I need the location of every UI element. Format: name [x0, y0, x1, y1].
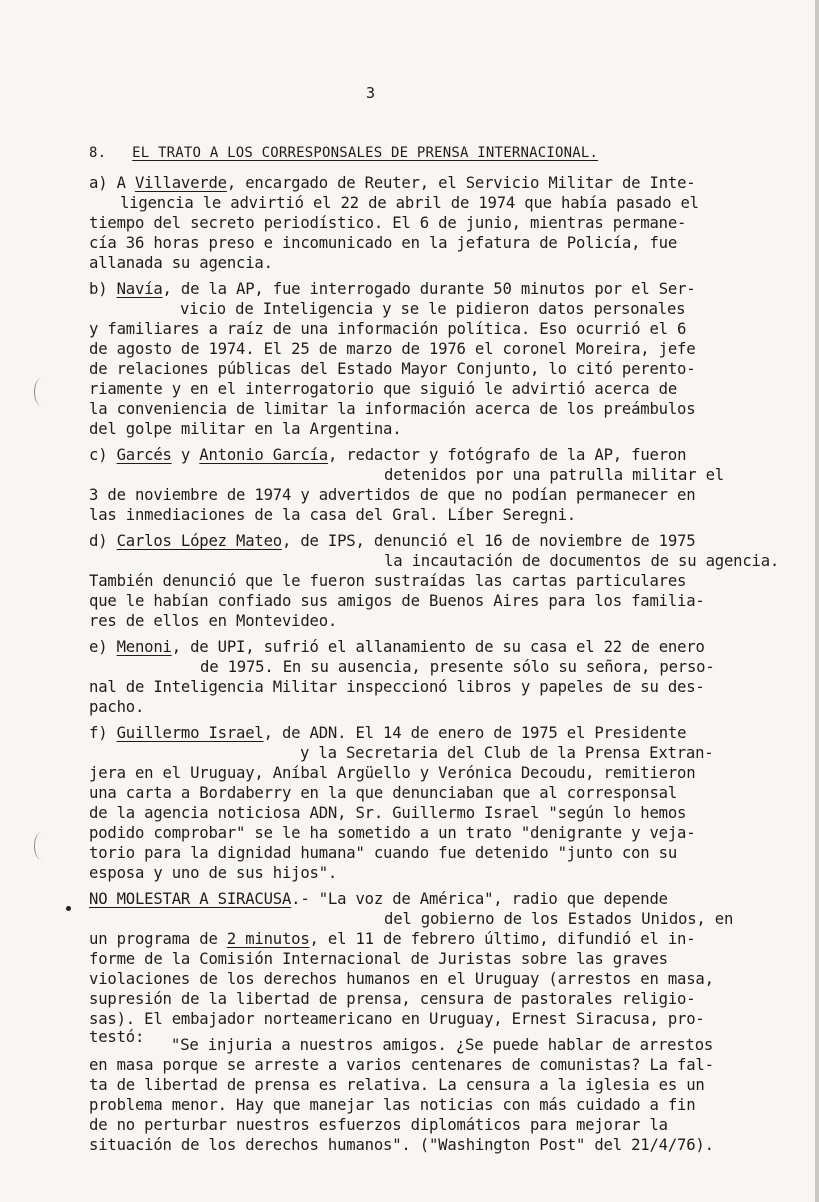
- binding-hole-mark: [34, 378, 49, 406]
- correspondent-name: Antonio García: [199, 446, 328, 464]
- para-c-text: , redactor y fotógrafo de la AP, fueron: [327, 446, 687, 464]
- para-f-prefix: f): [89, 724, 117, 742]
- para-a-line: allanada su agencia.: [89, 254, 273, 272]
- correspondent-name: Garcés: [116, 446, 172, 464]
- correspondent-name: Guillermo Israel: [116, 724, 264, 742]
- para-d-prefix: d): [89, 532, 117, 550]
- para-f-text: , de ADN. El 14 de enero de 1975 el Presidente: [263, 724, 687, 742]
- para-f-line: esposa y uno de sus hijos".: [89, 864, 338, 882]
- para-g-line: supresión de la libertad de prensa, censura de pastorales religio-: [89, 990, 696, 1008]
- para-b-prefix: b): [89, 280, 117, 298]
- para-b-line: del golpe militar en la Argentina.: [89, 420, 402, 438]
- program-duration: 2 minutos: [226, 930, 310, 948]
- quote-line: de no perturbar nuestros esfuerzos diplomáticos para mejorar la: [89, 1116, 668, 1134]
- section-heading: [89, 143, 598, 163]
- para-c-line: las inmediaciones de la casa del Gral. Líber Seregni.: [89, 506, 576, 524]
- para-d-line: que le habían confiado sus amigos de Buenos Aires para los familia-: [89, 592, 705, 610]
- quote-line: "Se injuria a nuestros amigos. ¿Se puede hablar de arrestos: [171, 1036, 714, 1054]
- para-e-line: de 1975. En su ausencia, presente sólo su señora, perso-: [200, 658, 715, 676]
- page-edge-shadow: [815, 0, 819, 1202]
- section-title: EL TRATO A LOS CORRESPONSALES DE PRENSA INTERNACIONAL.: [132, 145, 599, 161]
- correspondent-name: Villaverde: [134, 174, 227, 192]
- para-b-line: [89, 279, 695, 299]
- quote-line: en masa porque se arreste a varios centenares de comunistas? La fal-: [89, 1056, 714, 1074]
- para-b-text: , de la AP, fue interrogado durante 50 minutos por el Ser-: [162, 280, 696, 298]
- para-g-text: .- "La voz de América", radio que depende: [291, 890, 668, 908]
- para-d-line: También denunció que le fueron sustraídas las cartas particulares: [89, 572, 687, 590]
- correspondent-name: Carlos López Mateo: [116, 532, 282, 550]
- para-a-line: tiempo del secreto periodístico. El 6 de junio, mientras permane-: [89, 214, 687, 232]
- para-f-line: torio para la dignidad humana" cuando fue detenido "junto con su: [89, 844, 678, 862]
- correspondent-name: Menoni: [116, 638, 172, 656]
- para-b-line: y familiares a raíz de una información política. Eso ocurrió el 6: [89, 320, 687, 338]
- para-c-line: 3 de noviembre de 1974 y advertidos de que no podían permanecer en: [89, 486, 696, 504]
- para-f-line: [89, 723, 686, 743]
- para-a-line: ligencia le advirtió el 22 de abril de 1974 que había pasado el: [120, 194, 699, 212]
- para-e-line: nal de Inteligencia Militar inspeccionó libros y papeles de su des-: [89, 678, 705, 696]
- para-e-line: [89, 637, 705, 657]
- para-b-line: riamente y en el interrogatorio que siguió le advirtió acerca de: [89, 380, 678, 398]
- para-f-line: podido comprobar" se le ha sometido a un trato "denigrante y veja-: [89, 824, 696, 842]
- quote-line: situación de los derechos humanos". ("Washington Post" del 21/4/76).: [89, 1136, 714, 1154]
- para-b-line: de agosto de 1974. El 25 de marzo de 1976 el coronel Moreira, jefe: [89, 340, 696, 358]
- para-f-line: de la agencia noticiosa ADN, Sr. Guillermo Israel "según lo hemos: [89, 804, 687, 822]
- para-g-text: , el 11 de febrero último, difundió el in-: [309, 930, 696, 948]
- para-b-line: vicio de Inteligencia y se le pidieron datos personales: [180, 300, 686, 318]
- para-c-line: detenidos por una patrulla militar el: [384, 466, 724, 484]
- para-f-line: jera en el Uruguay, Aníbal Argüello y Verónica Decoudu, remitieron: [89, 764, 696, 782]
- para-g-line: del gobierno de los Estados Unidos, en: [384, 910, 734, 928]
- para-d-text: , de IPS, denunció el 16 de noviembre de 1975: [281, 532, 696, 550]
- para-g-line: testó:: [89, 1028, 145, 1046]
- page-number: 3: [366, 84, 376, 102]
- para-g-line: forme de la Comisión Internacional de Juristas sobre las graves: [89, 950, 668, 968]
- para-a-line: [89, 173, 695, 193]
- para-a-prefix: a) A: [89, 174, 135, 192]
- binding-hole-mark: [34, 832, 49, 860]
- para-e-prefix: e): [89, 638, 117, 656]
- para-g-line: [89, 929, 695, 949]
- para-f-line: y la Secretaria del Club de la Prensa Extran-: [300, 744, 714, 762]
- para-b-line: la conveniencia de limitar la información acerca de los preámbulos: [89, 400, 696, 418]
- para-d-line: res de ellos en Montevideo.: [89, 612, 338, 630]
- para-d-line: [89, 531, 695, 551]
- para-e-text: , de UPI, sufrió el allanamiento de su casa el 22 de enero: [171, 638, 705, 656]
- para-d-line: la incautación de documentos de su agencia.: [384, 552, 780, 570]
- para-c-text: y: [171, 446, 200, 464]
- bullet-dot: [66, 906, 71, 911]
- para-g-text: un programa de: [89, 930, 227, 948]
- para-g-line: violaciones de los derechos humanos en el Uruguay (arrestos en masa,: [89, 970, 714, 988]
- para-c-line: [89, 445, 686, 465]
- para-b-line: de relaciones públicas del Estado Mayor Conjunto, lo citó perento-: [89, 360, 696, 378]
- para-e-line: pacho.: [89, 698, 145, 716]
- correspondent-name: Navía: [116, 280, 163, 298]
- para-f-line: una carta a Bordaberry en la que denunciaban que al corresponsal: [89, 784, 678, 802]
- section-number: 8.: [89, 145, 107, 161]
- para-a-text: , encargado de Reuter, el Servicio Militar de Inte-: [226, 174, 696, 192]
- para-g-line: [89, 889, 668, 909]
- quote-line: ta de libertad de prensa es relativa. La censura a la iglesia es un: [89, 1076, 705, 1094]
- quote-line: problema menor. Hay que manejar las noticias con más cuidado a fin: [89, 1096, 696, 1114]
- section-subheading: NO MOLESTAR A SIRACUSA: [89, 890, 292, 908]
- para-g-line: sas). El embajador norteamericano en Uruguay, Ernest Siracusa, pro-: [89, 1010, 705, 1028]
- para-a-line: cía 36 horas preso e incomunicado en la jefatura de Policía, fue: [89, 234, 678, 252]
- para-c-prefix: c): [89, 446, 117, 464]
